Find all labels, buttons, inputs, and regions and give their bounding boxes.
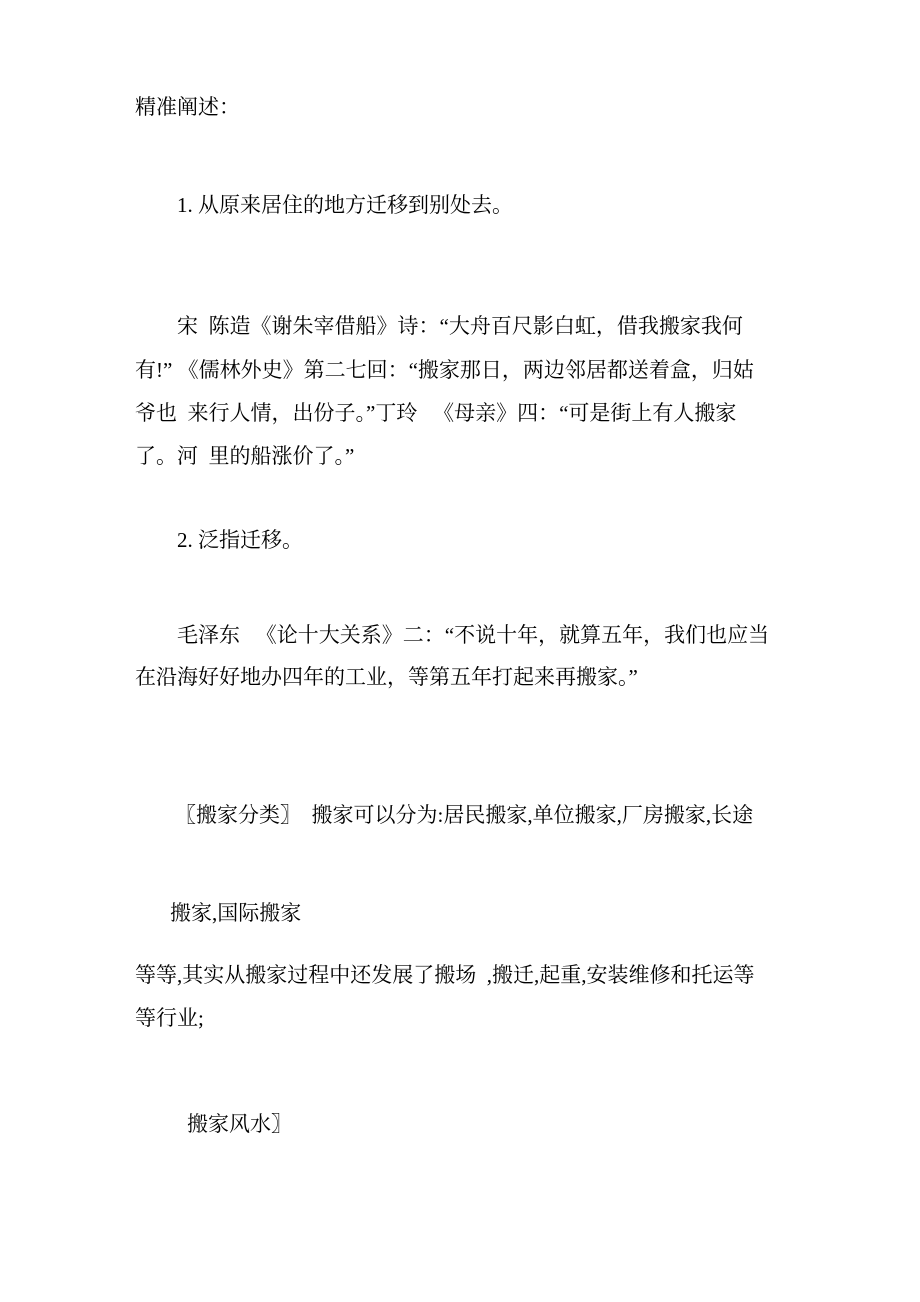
classification-line: 〖搬家分类〗 搬家可以分为:居民搬家,单位搬家,厂房搬家,长途	[175, 803, 754, 827]
classification-line: 等等,其实从搬家过程中还发展了搬场 ,搬迁,起重,安装维修和托运等	[135, 963, 755, 987]
sense-1-example-line: 有!” 《儒林外史》第二七回：“搬家那日，两边邻居都送着盒，归姑	[135, 358, 754, 382]
sense-2-example-line: 在沿海好好地办四年的工业，等第五年打起来再搬家。”	[135, 665, 638, 689]
sense-1-example-line: 爷也 来行人情，出份子。”丁玲 《母亲》四：“可是街上有人搬家	[135, 401, 737, 425]
sense-1-title: 1. 从原来居住的地方迁移到别处去。	[177, 193, 513, 217]
heading: 精准阐述：	[135, 95, 240, 119]
sense-1-example-line: 宋 陈造《谢朱宰借船》诗：“大舟百尺影白虹，借我搬家我何	[177, 314, 743, 338]
sense-2-example-line: 毛泽东 《论十大关系》二：“不说十年，就算五年，我们也应当	[177, 623, 770, 647]
classification-line: 搬家,国际搬家	[170, 901, 302, 925]
fengshui-heading: 搬家风水〗	[187, 1112, 292, 1136]
classification-line: 等行业;	[135, 1006, 204, 1030]
sense-2-title: 2. 泛指迁移。	[177, 528, 303, 552]
sense-1-example-line: 了。河 里的船涨价了。”	[135, 444, 355, 468]
